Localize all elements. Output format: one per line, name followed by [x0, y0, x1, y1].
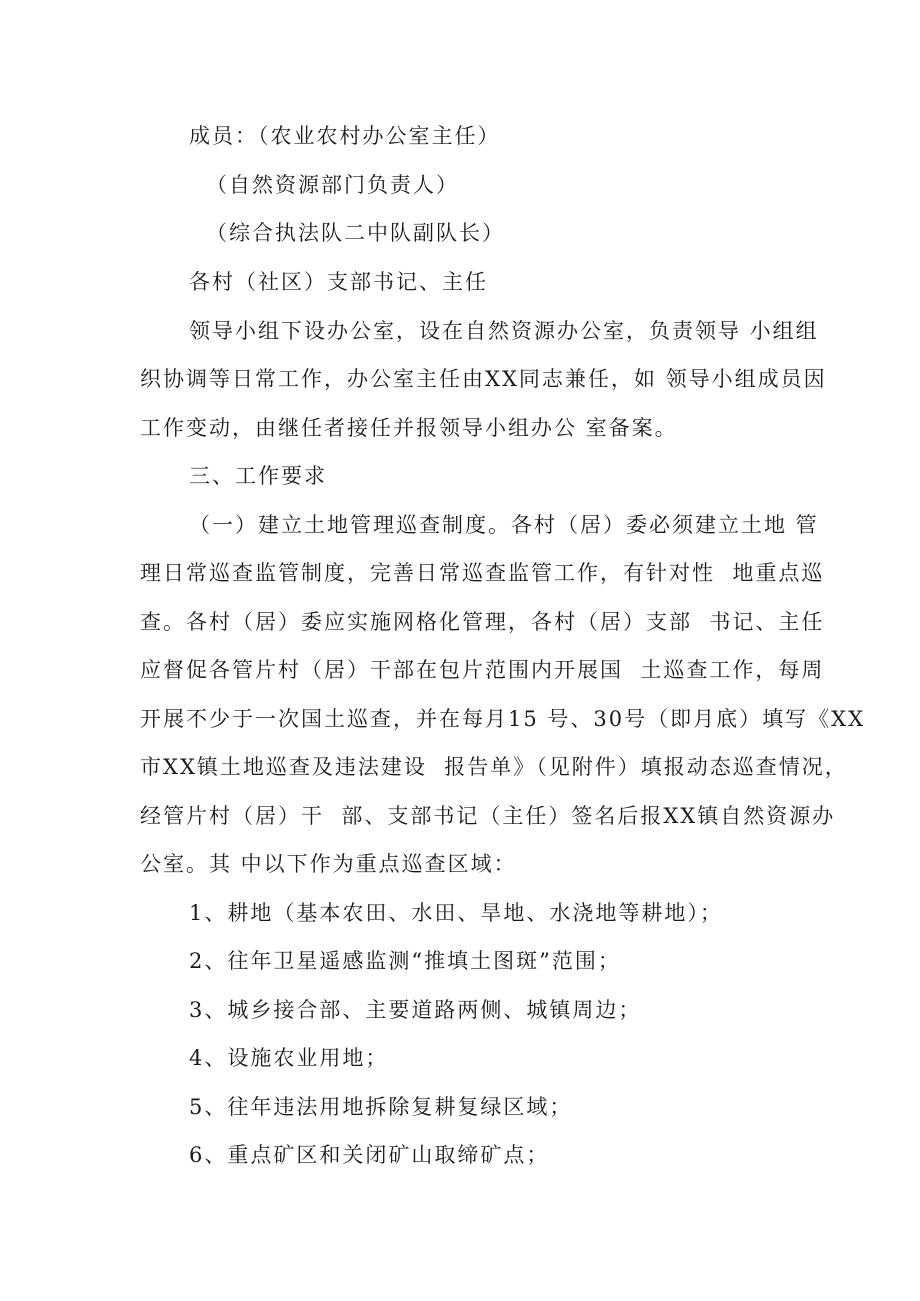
paragraph-line: 市XX镇土地巡查及违法建设 报告单》（见附件）填报动态巡查情况， [140, 755, 848, 779]
member-line: 各村（社区）支部书记、主任 [189, 270, 488, 294]
focus-area-item: 2、往年卫星遥感监测“推填土图斑”范围； [189, 949, 621, 973]
member-line: （自然资源部门负责人） [206, 173, 459, 197]
focus-area-item: 6、重点矿区和关闭矿山取缔矿点； [189, 1143, 550, 1167]
paragraph-line: 公室。其 中以下作为重点巡查区域： [140, 852, 517, 876]
member-line: （综合执法队二中队副队长） [206, 221, 505, 245]
paragraph-line: 理日常巡查监管制度，完善日常巡查监管工作，有针对性 地重点巡 [140, 561, 825, 585]
focus-area-item: 1、耕地（基本农田、水田、旱地、水浇地等耕地）； [189, 901, 723, 925]
focus-area-item: 3、城乡接合部、主要道路两侧、城镇周边； [189, 998, 642, 1022]
paragraph-line: 织协调等日常工作，办公室主任由XX同志兼任，如 领导小组成员因 [140, 367, 827, 391]
section-heading: 三、工作要求 [189, 464, 327, 488]
focus-area-item: 4、设施农业用地； [189, 1046, 389, 1070]
members-line: 成员：（农业农村办公室主任） [189, 124, 501, 148]
focus-area-item: 5、往年违法用地拆除复耕复绿区域； [189, 1095, 573, 1119]
paragraph-line: 应督促各管片村（居）干部在包片范围内开展国 土巡查工作，每周 [140, 658, 825, 682]
paragraph-line: 工作变动，由继任者接任并报领导小组办公 室备案。 [140, 416, 678, 440]
paragraph-line: 开展不少于一次国土巡查，并在每月15 号、30号（即月底）填写《XX [140, 707, 866, 731]
paragraph-line: 经管片村（居）干 部、支部书记（主任）签名后报XX镇自然资源办 [140, 804, 836, 828]
paragraph-line: 查。各村（居）委应实施网格化管理，各村（居）支部 书记、主任 [140, 610, 825, 634]
paragraph-line: （一）建立土地管理巡查制度。各村（居）委必须建立土地 管 [189, 513, 819, 537]
paragraph-line: 领导小组下设办公室，设在自然资源办公室，负责领导 小组组 [189, 319, 819, 343]
